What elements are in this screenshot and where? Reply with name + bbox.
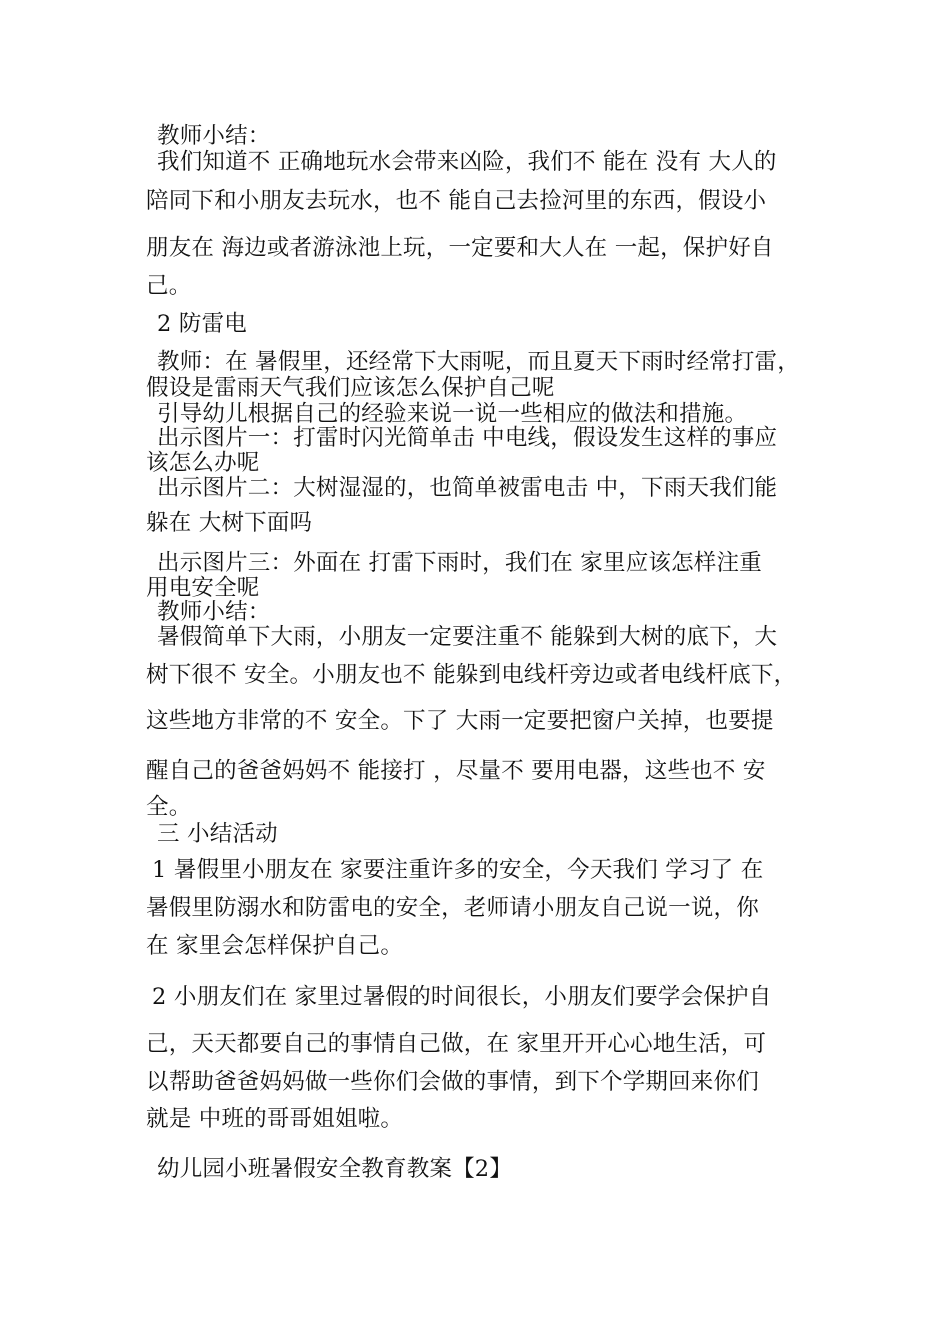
- text-line: 以帮助爸爸妈妈做一些你们会做的事情，到下个学期回来你们: [146, 1069, 759, 1095]
- text-line: 就是 中班的哥哥姐姐啦。: [146, 1106, 404, 1132]
- text-line: 暑假简单下大雨，小朋友一定要注重不 能躲到大树的底下，大: [157, 624, 778, 650]
- text-line: 假设是雷雨天气我们应该怎么保护自己呢: [146, 375, 555, 401]
- section-title: 幼儿园小班暑假安全教育教案【2】: [157, 1156, 513, 1182]
- text-line: 躲在 大树下面吗: [146, 510, 313, 536]
- text-line: 出示图片三：外面在 打雷下雨时，我们在 家里应该怎样注重: [157, 550, 762, 576]
- section-heading: 2 防雷电: [157, 311, 247, 337]
- text-line: 2 小朋友们在 家里过暑假的时间很长，小朋友们要学会保护自: [152, 984, 772, 1010]
- text-line: 1 暑假里小朋友在 家要注重许多的安全，今天我们 学习了 在: [152, 857, 764, 883]
- text-line: 朋友在 海边或者游泳池上玩，一定要和大人在 一起，保护好自: [146, 235, 774, 261]
- text-line: 教师：在 暑假里，还经常下大雨呢，而且夏天下雨时经常打雷，: [157, 349, 800, 375]
- text-line: 该怎么办呢: [146, 450, 260, 476]
- text-line: 在 家里会怎样保护自己。: [146, 933, 404, 959]
- text-line: 出示图片一：打雷时闪光简单击 中电线，假设发生这样的事应: [157, 425, 778, 451]
- text-line: 全。: [146, 794, 192, 820]
- text-line: 己。: [146, 273, 192, 299]
- text-line: 我们知道不 正确地玩水会带来凶险，我们不 能在 没有 大人的: [157, 149, 777, 175]
- text-line: 教师小结：: [157, 123, 271, 149]
- text-line: 陪同下和小朋友去玩水，也不 能自己去捡河里的东西，假设小: [146, 188, 767, 214]
- text-line: 出示图片二：大树湿湿的，也简单被雷电击 中，下雨天我们能: [157, 475, 778, 501]
- section-heading: 三 小结活动: [157, 821, 278, 847]
- text-line: 树下很不 安全。小朋友也不 能躲到电线杆旁边或者电线杆底下，: [146, 662, 797, 688]
- text-line: 引导幼儿根据自己的经验来说一说一些相应的做法和措施。: [157, 401, 748, 427]
- text-line: 己，天天都要自己的事情自己做，在 家里开开心心地生活，可: [146, 1031, 767, 1057]
- text-line: 暑假里防溺水和防雷电的安全，老师请小朋友自己说一说，你: [146, 895, 759, 921]
- text-line: 醒自己的爸爸妈妈不 能接打 ，尽量不 要用电器，这些也不 安: [146, 758, 766, 784]
- text-line: 教师小结：: [157, 599, 271, 625]
- text-line: 这些地方非常的不 安全。下了 大雨一定要把窗户关掉，也要提: [146, 708, 774, 734]
- text-line: 用电安全呢: [146, 575, 260, 601]
